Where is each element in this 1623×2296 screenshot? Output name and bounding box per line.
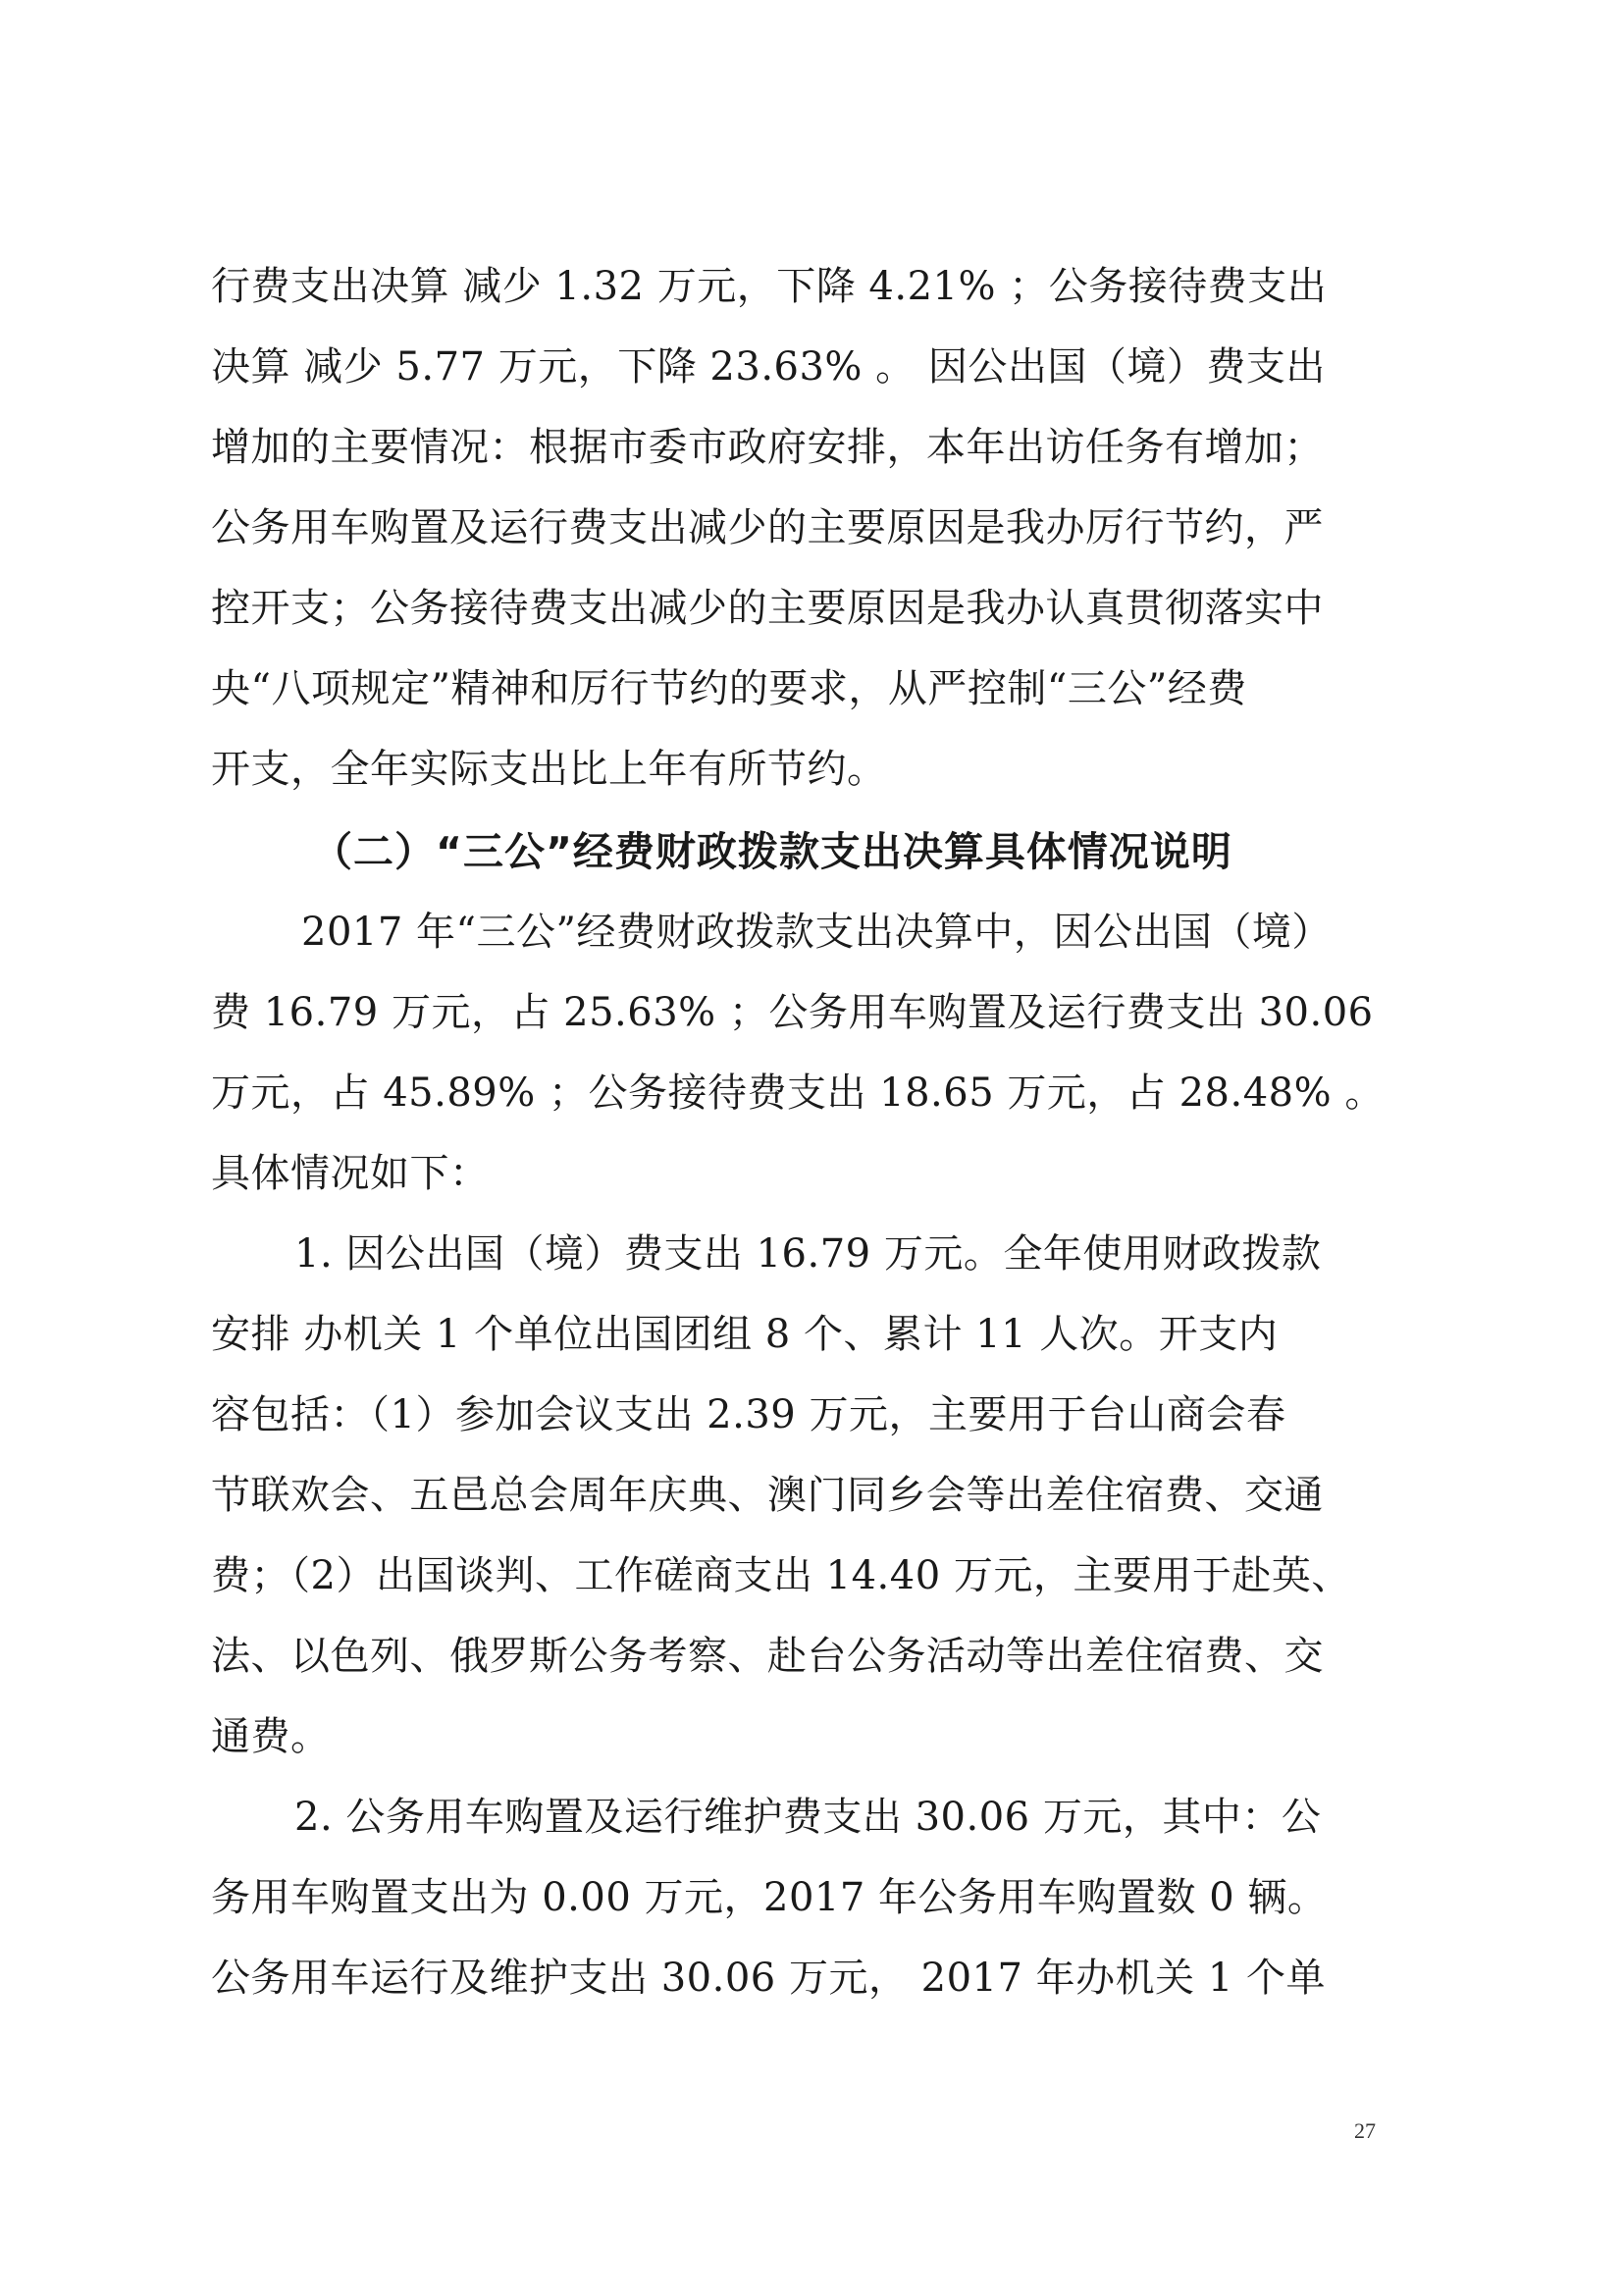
paragraph-line: 2. 公务用车购置及运行维护费支出 30.06 万元，其中：公 xyxy=(294,1795,1322,1840)
paragraph-line: 2017 年“三公”经费财政拨款支出决算中，因公出国（境） xyxy=(301,910,1332,955)
paragraph-line: 控开支；公务接待费支出减少的主要原因是我办认真贯彻落实中 xyxy=(211,586,1324,631)
paragraph-line: 费；（2）出国谈判、工作磋商支出 14.40 万元，主要用于赴英、 xyxy=(211,1553,1351,1598)
paragraph-line: 具体情况如下： xyxy=(211,1151,490,1196)
paragraph-line: 公务用车购置及运行费支出减少的主要原因是我办厉行节约，严 xyxy=(211,505,1324,550)
section-heading: （二）“三公”经费财政拨款支出决算具体情况说明 xyxy=(312,828,1232,875)
paragraph-line: 费 16.79 万元，占 25.63% ；公务用车购置及运行费支出 30.06 xyxy=(211,990,1374,1035)
paragraph-line: 决算 减少 5.77 万元，下降 23.63% 。 因公出国（境）费支出 xyxy=(211,344,1326,390)
paragraph-line: 万元，占 45.89% ；公务接待费支出 18.65 万元，占 28.48% 。 xyxy=(211,1070,1385,1116)
page-number: 27 xyxy=(1354,2118,1376,2143)
paragraph-line: 央“八项规定”精神和厉行节约的要求，从严控制“三公”经费 xyxy=(211,666,1247,711)
paragraph-line: 公务用车运行及维护支出 30.06 万元， 2017 年办机关 1 个单 xyxy=(211,1956,1327,2001)
paragraph-line: 开支，全年实际支出比上年有所节约。 xyxy=(211,747,887,792)
paragraph-line: 通费。 xyxy=(211,1714,331,1759)
paragraph-line: 安排 办机关 1 个单位出国团组 8 个、累计 11 人次。开支内 xyxy=(211,1312,1279,1357)
paragraph-line: 1. 因公出国（境）费支出 16.79 万元。全年使用财政拨款 xyxy=(294,1231,1322,1277)
paragraph-line: 容包括：（1）参加会议支出 2.39 万元，主要用于台山商会春 xyxy=(211,1392,1286,1437)
paragraph-line: 务用车购置支出为 0.00 万元，2017 年公务用车购置数 0 辆。 xyxy=(211,1875,1328,1920)
paragraph-line: 节联欢会、五邑总会周年庆典、澳门同乡会等出差住宿费、交通 xyxy=(211,1473,1324,1518)
paragraph-line: 行费支出决算 减少 1.32 万元，下降 4.21% ；公务接待费支出 xyxy=(211,264,1328,309)
paragraph-line: 法、以色列、俄罗斯公务考察、赴台公务活动等出差住宿费、交 xyxy=(211,1634,1324,1679)
paragraph-line: 增加的主要情况：根据市委市政府安排，本年出访任务有增加； xyxy=(211,425,1324,470)
